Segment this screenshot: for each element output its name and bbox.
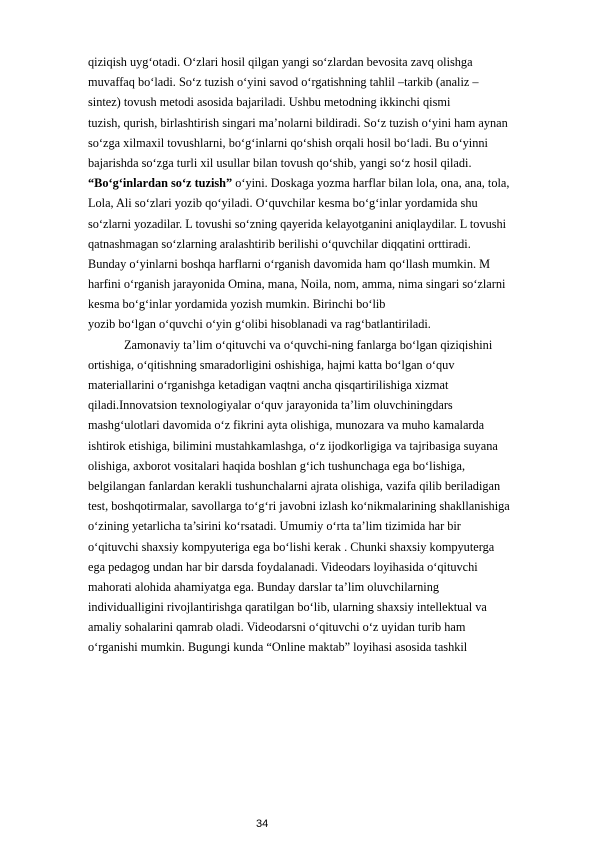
text-line bbox=[88, 214, 568, 234]
text-line bbox=[88, 193, 568, 213]
text-line bbox=[88, 254, 568, 274]
text-line bbox=[88, 234, 568, 254]
line-text: qiladi.Innovatsion texnologiyalar o‘quv jarayonida ta’lim oluvchiningdars bbox=[88, 398, 453, 413]
line-text: Lola, Ali so‘zlari yozib qo‘yiladi. O‘quvchilar kesma bo‘g‘inlar yordamida shu bbox=[88, 196, 478, 211]
line-text: o‘qituvchi shaxsiy kompyuteriga ega bo‘lishi kerak . Chunki shaxsiy kompyuterga bbox=[88, 539, 495, 554]
line-text: materiallarini o‘rganishga ketadigan vaqtni ancha qisqartirilishiga xizmat bbox=[88, 378, 449, 392]
text-line bbox=[88, 476, 568, 496]
text-line bbox=[88, 314, 568, 334]
line-text: yozib bo‘lgan o‘quvchi o‘yin g‘olibi hisoblanadi va rag‘batlantiriladi. bbox=[88, 317, 431, 332]
text-line bbox=[88, 577, 568, 597]
text-line bbox=[88, 274, 568, 294]
text-line bbox=[88, 375, 568, 395]
text-line bbox=[88, 637, 568, 657]
text-line bbox=[88, 537, 568, 557]
line-text: harfini o‘rganish jarayonida Omina, mana, Noila, nom, amma, nima singari so‘zlarni bbox=[88, 277, 506, 292]
line-text: o‘zining yetarlicha ta’sirini ko‘rsatadi. Umumiy o‘rta ta’lim tizimida har bir bbox=[88, 519, 461, 534]
line-text: Bunday o‘yinlarni boshqa harflarni o‘rganish davomida ham qo‘llash mumkin. M bbox=[88, 256, 491, 271]
line-text: qiziqish uyg‘otadi. O‘zlari hosil qilgan yangi so‘zlardan bevosita zavq olishga bbox=[88, 55, 473, 69]
line-text: ortishiga, o‘qitishning smaradorligini oshishiga, hajmi katta bo‘lgan o‘quv bbox=[88, 357, 455, 372]
line-text: muvaffaq bo‘ladi. So‘z tuzish o‘yini savod o‘rgatishning tahlil –tarkib (analiz – bbox=[88, 75, 479, 90]
line-text: olishiga, axborot vositalari haqida boshlan g‘ich tushunchaga ega bo‘lishiga, bbox=[88, 458, 466, 473]
text-line bbox=[88, 516, 568, 536]
text-line bbox=[88, 415, 568, 435]
line-text: ega pedagog undan har bir darsda foydalanadi. Videodars loyihasida o‘qituvchi bbox=[88, 559, 478, 574]
bold-heading: “Bo‘g‘inlardan so‘z tuzish” bbox=[88, 176, 233, 191]
text-line bbox=[88, 617, 568, 637]
line-text: sintez) tovush metodi asosida bajariladi. Ushbu metodning ikkinchi qismi bbox=[88, 95, 451, 110]
text-line bbox=[88, 294, 568, 314]
line-text: mahorati alohida ahamiyatga ega. Bunday darslar ta’lim oluvchilarning bbox=[88, 579, 440, 594]
page-number: 34 bbox=[256, 818, 269, 830]
text-line bbox=[88, 52, 568, 72]
line-text: test, boshqotirmalar, savollarga to‘g‘ri javobni izlash ko‘nikmalarining shakllanishiga bbox=[88, 499, 510, 514]
text-line bbox=[88, 133, 568, 153]
text-line bbox=[88, 355, 568, 375]
line-text: qatnashmagan so‘zlarning aralashtirib berilishi o‘quvchilar diqqatini orttiradi. bbox=[88, 236, 471, 251]
text-line bbox=[88, 395, 568, 415]
text-line bbox=[88, 496, 568, 516]
line-text: amaliy sohalarini qamrab oladi. Videodarsni o‘qituvchi o‘z uyidan turib ham bbox=[88, 620, 466, 635]
text-line bbox=[88, 92, 568, 112]
line-text: individualligini rivojlantirishga qaratilgan bo‘lib, ularning shaxsiy intellektual va bbox=[88, 600, 487, 615]
line-text: bajarishda so‘zga turli xil usullar bilan tovush qo‘shib, yangi so‘z hosil qiladi. bbox=[88, 155, 472, 170]
text-line bbox=[88, 113, 568, 133]
line-text: tuzish, qurish, birlashtirish singari ma’nolarni bildiradi. So‘z tuzish o‘yini ham aynan bbox=[88, 115, 508, 130]
line-text: so‘zga xilmaxil tovushlarni, bo‘g‘inlarni qo‘shish orqali hosil bo‘ladi. Bu o‘yinni bbox=[88, 135, 488, 150]
text-line bbox=[88, 597, 568, 617]
line-text: so‘zlarni yozadilar. L tovushi so‘zning qayerida kelayotganini aniqlaydilar. L tovushi bbox=[88, 216, 507, 231]
text-line bbox=[88, 436, 568, 456]
line-text: ishtirok etishiga, bilimini mustahkamlashga, o‘z ijodkorligiga va tajribasiga suyana bbox=[88, 438, 498, 453]
text-line bbox=[88, 456, 568, 476]
line-text: o‘rganishi mumkin. Bugungi kunda “Online maktab” loyihasi asosida tashkil bbox=[88, 640, 468, 655]
line-text: Zamonaviy ta’lim o‘qituvchi va o‘quvchi-ning fanlarga bo‘lgan qiziqishini bbox=[124, 337, 493, 352]
line-text: belgilangan fanlardan kerakli tushunchalarni ajrata olishiga, vazifa qilib beriladigan bbox=[88, 478, 501, 493]
line-text: o‘yini. Doskaga yozma harflar bilan lola, ona, ana, tola, bbox=[232, 176, 510, 191]
text-line bbox=[88, 557, 568, 577]
line-text: mashg‘ulotlari davomida o‘z fikrini ayta olishiga, munozara va muho kamalarda bbox=[88, 418, 485, 433]
text-line bbox=[88, 335, 568, 355]
line-text: kesma bo‘g‘inlar yordamida yozish mumkin. Birinchi bo‘lib bbox=[88, 297, 386, 312]
text-line bbox=[88, 153, 568, 173]
text-line bbox=[88, 72, 568, 92]
text-line bbox=[88, 173, 568, 193]
document-body bbox=[88, 52, 568, 658]
